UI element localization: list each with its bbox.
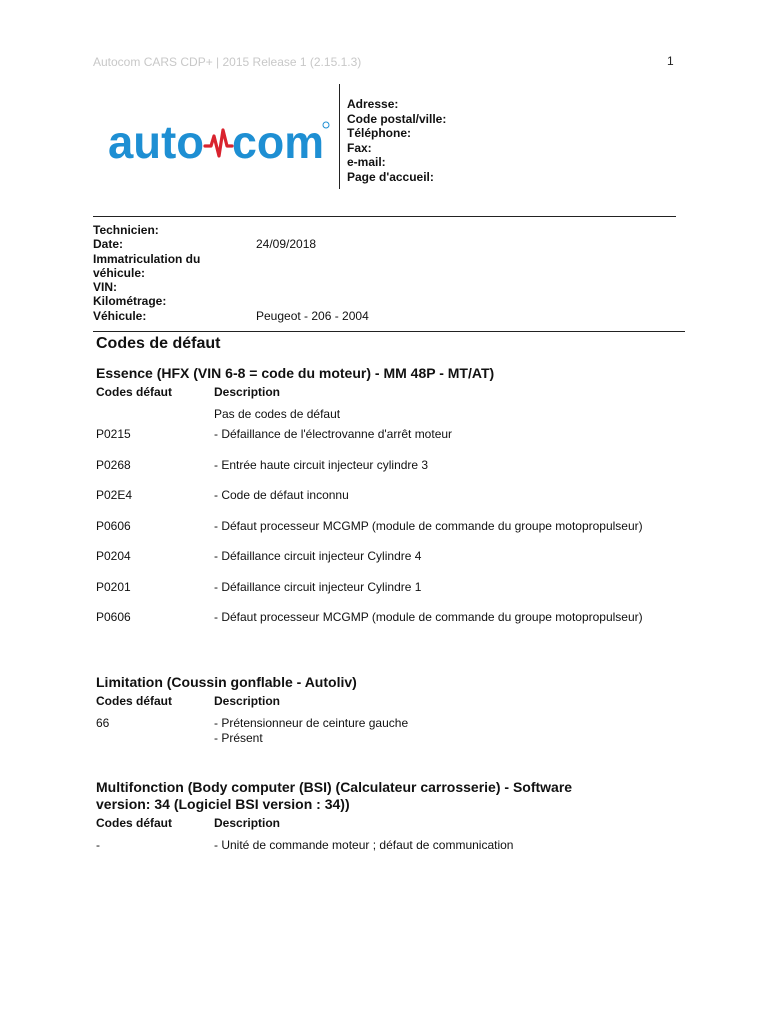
info-value (256, 266, 556, 280)
fault-list (96, 421, 696, 681)
fault-code: P0606 (96, 610, 131, 624)
info-row-registration-cont (93, 266, 556, 280)
fault-row (96, 519, 643, 534)
column-header-code: Codes défaut (96, 694, 173, 708)
vehicle-info (93, 223, 556, 323)
contact-phone-label: Téléphone: (347, 126, 412, 141)
fault-code: 66 (96, 716, 110, 730)
contact-block (347, 97, 446, 185)
info-label: Kilométrage: (93, 294, 167, 309)
fault-status-line: - Présent (214, 731, 263, 745)
svg-text:auto: auto (108, 116, 204, 164)
section-title: Limitation (Coussin gonflable - Autoliv) (96, 674, 357, 690)
fault-description: - Défaut processeur MCGMP (module de commande du groupe motopropulseur) (214, 610, 643, 624)
fault-description-line: - Prétensionneur de ceinture gauche (214, 716, 409, 730)
fault-description: - Défaillance circuit injecteur Cylindre 1 (214, 580, 422, 594)
svg-text:com: com (232, 116, 324, 164)
section-title: Essence (HFX (VIN 6-8 = code du moteur) - MM 48P - MT/AT) (96, 365, 495, 381)
fault-code: P0201 (96, 580, 131, 594)
column-headers (96, 694, 696, 708)
info-row-vehicle (93, 309, 556, 323)
fault-description (214, 716, 696, 746)
fault-description: - Défaut processeur MCGMP (module de commande du groupe motopropulseur) (214, 519, 643, 533)
contact-address-label: Adresse: (347, 97, 399, 111)
info-label: Immatriculation du (93, 251, 201, 266)
section-title (96, 779, 696, 813)
no-codes-note: Pas de codes de défaut (214, 407, 341, 421)
autocom-logo (108, 116, 330, 164)
fault-row (96, 716, 696, 746)
column-headers (96, 816, 696, 830)
fault-code: P0215 (96, 427, 131, 441)
fault-code: P0204 (96, 549, 131, 563)
fault-description: - Code de défaut inconnu (214, 488, 349, 502)
contact-homepage-label: Page d'accueil: (347, 169, 434, 184)
section-airbag (96, 674, 696, 746)
info-label: VIN: (93, 280, 117, 295)
info-label: Technicien: (93, 223, 159, 237)
fault-row (96, 488, 349, 503)
column-header-code: Codes défaut (96, 385, 173, 399)
header-divider (339, 84, 340, 189)
fault-description: - Entrée haute circuit injecteur cylindre 3 (214, 458, 429, 472)
contact-email-label: e-mail: (347, 155, 386, 170)
fault-row (96, 610, 643, 625)
divider-top (93, 216, 676, 217)
divider-bottom (93, 331, 685, 332)
column-header-code: Codes défaut (96, 816, 173, 830)
fault-row (96, 838, 696, 853)
info-row-registration (93, 252, 556, 266)
info-value (256, 294, 556, 308)
report-header-title: Autocom CARS CDP+ | 2015 Release 1 (2.15.1.3) (93, 55, 362, 69)
fault-description: - Défaillance de l'électrovanne d'arrêt moteur (214, 427, 453, 441)
info-value: 24/09/2018 (256, 237, 317, 252)
info-row-date (93, 237, 556, 251)
contact-fax-label: Fax: (347, 140, 372, 155)
info-label: véhicule: (93, 265, 146, 280)
fault-code: P02E4 (96, 488, 133, 502)
info-row-technician (93, 223, 556, 237)
fault-description: - Unité de commande moteur ; défaut de communication (214, 838, 514, 852)
info-value (256, 252, 556, 266)
fault-row (96, 427, 452, 442)
page-title: Codes de défaut (96, 335, 221, 352)
fault-code: P0606 (96, 519, 131, 533)
info-label: Véhicule: (93, 308, 147, 323)
column-headers (96, 385, 696, 399)
column-header-description: Description (214, 816, 281, 830)
fault-row (96, 458, 428, 473)
fault-description: - Défaillance circuit injecteur Cylindre 4 (214, 549, 422, 563)
section-title-line: version: 34 (Logiciel BSI version : 34)) (96, 796, 350, 812)
info-row-vin (93, 280, 556, 294)
fault-code: P0268 (96, 458, 131, 472)
info-row-mileage (93, 294, 556, 308)
fault-row (96, 549, 421, 564)
section-title-line: Multifonction (Body computer (BSI) (Calculateur carrosserie) - Software (96, 779, 573, 795)
fault-row (96, 580, 421, 595)
section-essence (96, 365, 696, 681)
page-number: 1 (667, 54, 674, 68)
section-body-computer (96, 779, 696, 853)
column-header-description: Description (214, 694, 281, 708)
info-value: Peugeot - 206 - 2004 (256, 308, 369, 323)
column-header-description: Description (214, 385, 281, 399)
info-label: Date: (93, 237, 124, 252)
fault-code: - (96, 838, 100, 852)
contact-postal-label: Code postal/ville: (347, 111, 447, 126)
info-value (256, 280, 556, 294)
autocom-logo-graphic (108, 116, 330, 164)
info-value (256, 223, 556, 237)
